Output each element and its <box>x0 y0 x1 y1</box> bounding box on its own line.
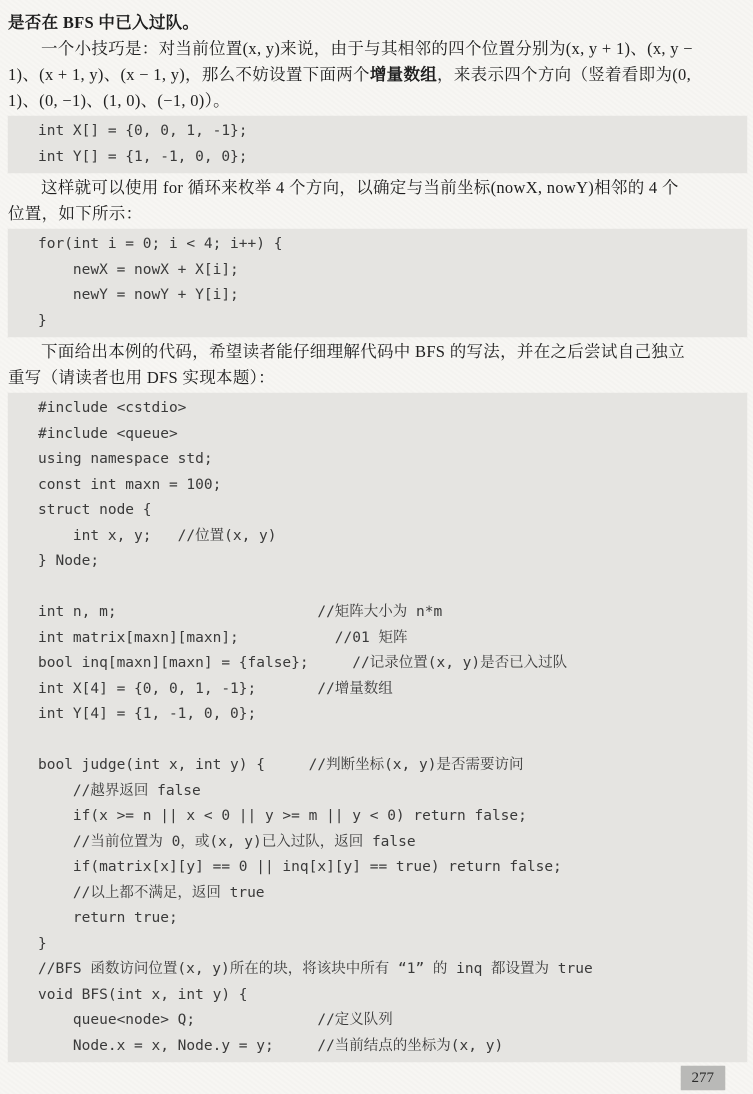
text-segment: 下面给出本例的代码，希望读者能仔细理解代码中 BFS 的写法，并在之后尝试自己独立 <box>41 342 685 361</box>
text-segment: 重写（请读者也用 DFS 实现本题）： <box>8 368 275 387</box>
paragraph <box>8 175 745 227</box>
code-line: //BFS 函数访问位置(x, y)所在的块，将该块中所有 “1” 的 inq 都设置为 true <box>38 961 593 977</box>
page-number-badge: 277 <box>681 1066 726 1090</box>
paragraph-line <box>8 88 745 114</box>
paragraph <box>8 36 745 114</box>
code-line: } <box>38 935 47 952</box>
code-block <box>8 116 747 173</box>
code-line: for(int i = 0; i < 4; i++) { <box>38 236 283 252</box>
paragraph <box>8 339 745 391</box>
code-line: } <box>38 312 47 329</box>
page-content <box>8 10 745 1062</box>
code-line: if(matrix[x][y] == 0 || inq[x][y] == true) return false; <box>38 859 562 875</box>
paragraph-line <box>8 36 745 62</box>
text-segment: 中已入过队。 <box>94 13 200 32</box>
text-segment: 1)、(0, −1)、(1, 0)、(−1, 0)）。 <box>8 91 230 110</box>
code-line: bool judge(int x, int y) { //判断坐标(x, y)是否需要访问 <box>38 757 524 773</box>
code-block <box>8 393 747 1062</box>
code-line: #include <cstdio> <box>38 400 187 416</box>
paragraph-line <box>8 10 745 36</box>
code-line: using namespace std; <box>38 451 213 467</box>
text-segment: ，来表示四个方向（竖着看即为(0, <box>437 65 692 84</box>
code-line: const int maxn = 100; <box>38 476 222 493</box>
code-line: Node.x = x, Node.y = y; //当前结点的坐标为(x, y) <box>38 1037 504 1054</box>
code-line <box>38 575 741 601</box>
code-line: int matrix[maxn][maxn]; //01 矩阵 <box>38 629 408 646</box>
code-line: int X[] = {0, 0, 1, -1}; <box>38 123 248 139</box>
paragraph-line <box>8 62 745 88</box>
code-line: void BFS(int x, int y) { <box>38 986 248 1003</box>
paragraph-line <box>8 175 745 201</box>
text-segment: 增量数组 <box>369 65 438 84</box>
code-line <box>38 728 741 754</box>
text-segment: 1)、(x + 1, y)、(x − 1, y)，那么不妨设置下面两个 <box>8 65 370 84</box>
code-line: bool inq[maxn][maxn] = {false}; //记录位置(x, y)是否已入过队 <box>38 655 568 671</box>
text-segment: 一个小技巧是：对当前位置(x, y)来说，由于与其相邻的四个位置分别为(x, y + 1)、(x, y − <box>41 39 693 58</box>
code-line: if(x >= n || x < 0 || y >= m || y < 0) return false; <box>38 808 527 824</box>
code-line: queue<node> Q; //定义队列 <box>38 1012 393 1028</box>
code-line: int Y[4] = {1, -1, 0, 0}; <box>38 706 257 722</box>
text-segment: 是否在 <box>8 13 63 32</box>
page-footer <box>8 1066 745 1090</box>
code-line: //当前位置为 0，或(x, y)已入过队，返回 false <box>38 833 416 850</box>
text-segment: 位置，如下所示： <box>8 204 143 223</box>
code-line: newX = nowX + X[i]; <box>38 261 239 278</box>
text-segment: BFS <box>62 13 94 32</box>
code-line: newY = nowY + Y[i]; <box>38 287 239 303</box>
code-block <box>8 229 747 337</box>
text-segment: 这样就可以使用 for 循环来枚举 4 个方向，以确定与当前坐标(nowX, nowY)相邻的 4 个 <box>41 178 679 197</box>
code-line: #include <queue> <box>38 425 178 442</box>
code-line: } Node; <box>38 553 100 569</box>
paragraph-line <box>8 365 745 391</box>
code-line: int Y[] = {1, -1, 0, 0}; <box>38 148 248 165</box>
code-line: //以上都不满足，返回 true <box>38 884 265 901</box>
code-line: int X[4] = {0, 0, 1, -1}; //增量数组 <box>38 680 393 697</box>
paragraph-line <box>8 201 745 227</box>
code-line: return true; <box>38 910 178 926</box>
code-line: int x, y; //位置(x, y) <box>38 527 277 544</box>
paragraph <box>8 10 745 36</box>
code-line: //越界返回 false <box>38 782 201 799</box>
code-line: int n, m; //矩阵大小为 n*m <box>38 604 443 620</box>
paragraph-line <box>8 339 745 365</box>
code-line: struct node { <box>38 502 152 518</box>
